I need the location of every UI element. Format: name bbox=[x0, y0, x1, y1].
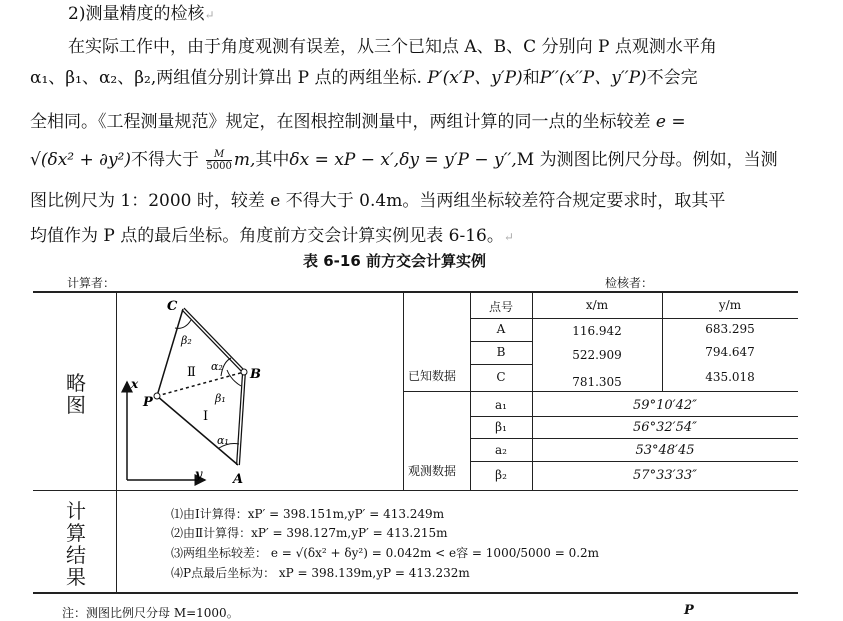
known-x-b: 522.909 bbox=[572, 348, 622, 362]
error-formula: √(δx² + ∂y²) bbox=[30, 150, 131, 170]
intersection-sketch bbox=[117, 292, 403, 490]
result-3: ⑶两组坐标较差： e = √(δx² + δy²) = 0.042m < e容 = 1000/5000 = 0.2m bbox=[171, 546, 600, 560]
header-x: x/m bbox=[585, 298, 609, 312]
header-point: 点号 bbox=[488, 300, 513, 314]
label-x-axis: x bbox=[131, 377, 139, 391]
fraction: $\frac{M}{5000}$ bbox=[206, 149, 232, 172]
checker-label: 检核者： bbox=[605, 276, 654, 290]
line-pa bbox=[157, 396, 238, 465]
obs-name-b2: β₂ bbox=[495, 468, 507, 482]
obs-value-a2: 53°48′45 bbox=[635, 443, 695, 458]
obs-data-label: 观测数据 bbox=[408, 464, 457, 478]
obs-name-a2: a₂ bbox=[495, 443, 507, 457]
known-point-b: B bbox=[496, 345, 506, 359]
label-p: P bbox=[143, 395, 153, 410]
point-b bbox=[241, 369, 247, 375]
line-pb bbox=[157, 372, 244, 396]
label-alpha2: α₂ bbox=[211, 360, 223, 373]
obs-name-a1: a₁ bbox=[495, 398, 507, 412]
computer-label: 计算者： bbox=[67, 276, 116, 290]
table-bottom-border bbox=[33, 592, 798, 594]
line-pc bbox=[157, 309, 183, 396]
paragraph-line-6: 均值作为 P 点的最后坐标。角度前方交会计算实例见表 6-16。↵ bbox=[30, 226, 514, 246]
paragraph-line-5: 图比例尺为 1：2000 时，较差 e 不得大于 0.4m。当两组坐标较差符合规定要求时，取其平 bbox=[30, 191, 726, 211]
label-c: C bbox=[167, 299, 178, 314]
label-beta2: β₂ bbox=[181, 334, 192, 347]
result-1: ⑴由Ⅰ计算得：xP′ = 398.151m,yP′ = 413.249m bbox=[171, 507, 445, 521]
label-alpha1: α₁ bbox=[217, 434, 229, 447]
known-y-a: 683.295 bbox=[705, 322, 755, 336]
delta-formula: δx = xP − x′,δy = y′P − y′′, bbox=[289, 150, 517, 170]
label-b: B bbox=[250, 367, 261, 382]
obs-value-b1: 56°32′54″ bbox=[633, 420, 697, 435]
corner-p: P bbox=[684, 603, 694, 618]
result-label: 计 算 结 果 bbox=[66, 499, 86, 589]
obs-name-b1: β₁ bbox=[495, 420, 507, 434]
result-2: ⑵由Ⅱ计算得：xP′ = 398.127m,yP′ = 413.215m bbox=[171, 526, 448, 540]
sketch-label: 略 图 bbox=[66, 371, 86, 417]
known-x-c: 781.305 bbox=[572, 375, 622, 389]
table-note: 注：测图比例尺分母 M=1000。 bbox=[62, 606, 239, 620]
paragraph-line-3: 全相同。《工程测量规范》规定，在图根控制测量中，两组计算的同一点的坐标较差 e = bbox=[30, 112, 686, 132]
label-a: A bbox=[233, 472, 244, 487]
paragraph-line-4: √(δx² + ∂y²)不得大于 $\frac{M}{5000}$ m,其中δx = xP − x′,δy = y′P − y′′,M 为测图比例尺分母。例如，当测 bbox=[30, 149, 778, 172]
table-title: 表 6-16 前方交会计算实例 bbox=[303, 252, 486, 270]
known-point-c: C bbox=[496, 370, 506, 384]
known-y-c: 435.018 bbox=[705, 370, 755, 384]
point-p bbox=[154, 393, 160, 399]
result-4: ⑷P点最后坐标为： xP = 398.139m,yP = 413.232m bbox=[171, 566, 470, 580]
known-data-label: 已知数据 bbox=[408, 369, 457, 383]
label-beta1: β₁ bbox=[215, 392, 226, 405]
p-double-prime-formula: P′′(x′′P、y′′P) bbox=[539, 68, 647, 88]
obs-value-a1: 59°10′42″ bbox=[633, 398, 697, 413]
known-x-a: 116.942 bbox=[572, 324, 622, 338]
known-y-b: 794.647 bbox=[705, 345, 755, 359]
paragraph-line-1: 在实际工作中，由于角度观测有误差，从三个已知点 A、B、C 分别向 P 点观测水平角 bbox=[68, 37, 717, 57]
known-point-a: A bbox=[496, 322, 506, 336]
section-heading: 2)测量精度的检核↵ bbox=[68, 4, 215, 24]
obs-value-b2: 57°33′33″ bbox=[633, 468, 697, 483]
paragraph-line-2: α₁、β₁、α₂、β₂,两组值分别计算出 P 点的两组坐标. P′(x′P、y′P)和P′′(x′′P、y′′P)不会完 bbox=[30, 68, 698, 88]
label-y-axis: y bbox=[195, 467, 202, 481]
label-region-1: Ⅰ bbox=[203, 409, 209, 424]
p-prime-formula: P′(x′P、y′P) bbox=[427, 68, 523, 88]
label-region-2: Ⅱ bbox=[187, 365, 196, 380]
header-y: y/m bbox=[718, 298, 742, 312]
